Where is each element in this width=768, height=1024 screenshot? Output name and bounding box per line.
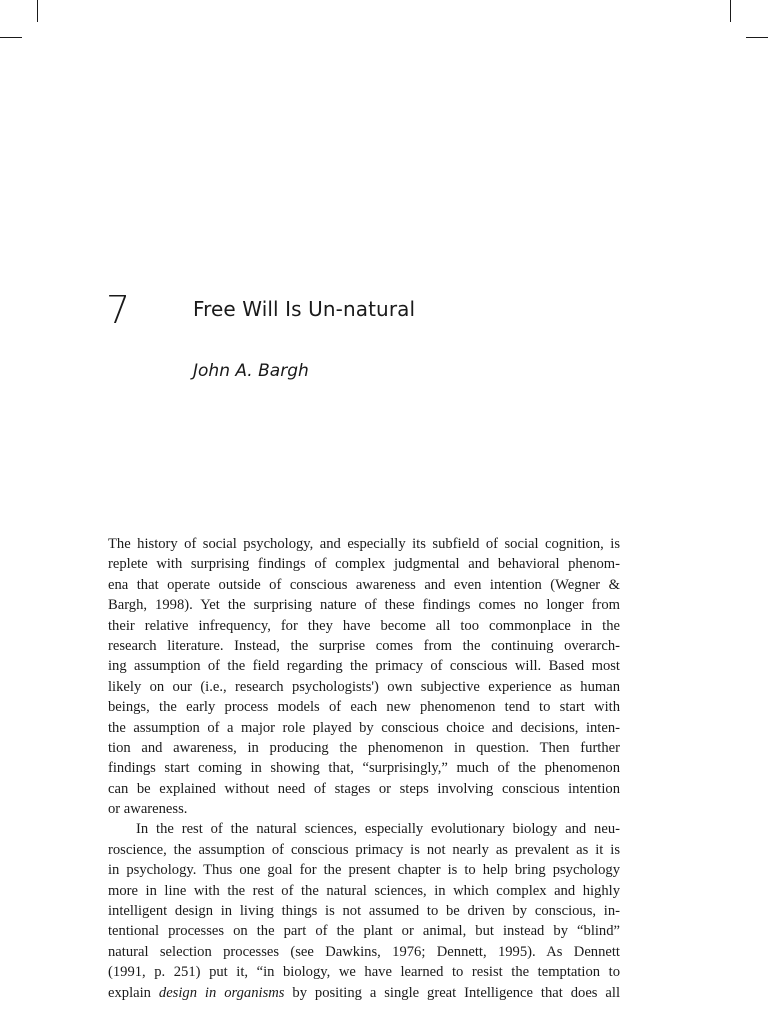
crop-mark-left (0, 37, 22, 38)
text-line: replete with surprising findings of complex judgmental and behavioral phenom- (108, 556, 620, 573)
text-line: In the rest of the natural sciences, especially evolutionary biology and neu- (136, 821, 620, 838)
text-segment: by positing a single great Intelligence that does all (284, 984, 620, 1001)
crop-mark-top-left (37, 0, 38, 22)
paragraph-1 (108, 534, 620, 819)
crop-mark-right (746, 37, 768, 38)
text-line: intelligent design in living things is not assumed to be driven by conscious, in- (108, 903, 620, 920)
chapter-title: Free Will Is Un-natural (193, 297, 416, 321)
text-line: The history of social psychology, and especially its subfield of social cognition, is (108, 536, 620, 552)
text-line: ing assumption of the field regarding the primacy of conscious will. Based most (108, 658, 620, 675)
text-line: ena that operate outside of conscious awareness and even intention (Wegner & (108, 576, 620, 593)
text-line: roscience, the assumption of conscious primacy is not nearly as prevalent as it is (108, 841, 620, 858)
text-line: beings, the early process models of each new phenomenon tend to start with (108, 699, 620, 716)
emphasis-text: design in organisms (158, 984, 285, 1001)
text-line: in psychology. Thus one goal for the present chapter is to help bring psychology (108, 862, 620, 879)
text-line-emphasis (108, 983, 620, 1003)
paragraph-2 (108, 819, 620, 1003)
text-segment: explain (108, 984, 159, 1001)
text-line: can be explained without need of stages or steps involving conscious intention (108, 780, 620, 797)
crop-mark-top-right (730, 0, 731, 22)
text-line: research literature. Instead, the surprise comes from the continuing overarch- (108, 637, 620, 654)
chapter-body (108, 534, 620, 1003)
chapter-number: 7 (106, 288, 131, 332)
text-line: tentional processes on the part of the plant or animal, but instead by “blind” (108, 923, 620, 940)
text-line: more in line with the rest of the natural sciences, in which complex and highly (108, 882, 620, 899)
text-line: tion and awareness, in producing the phenomenon in question. Then further (108, 739, 620, 756)
text-line: findings start coming in showing that, “surprisingly,” much of the phenomenon (108, 760, 620, 777)
chapter-author: John A. Bargh (193, 361, 309, 381)
text-line: the assumption of a major role played by conscious choice and decisions, inten- (108, 719, 620, 736)
text-line: likely on our (i.e., research psychologists') own subjective experience as human (108, 678, 620, 695)
text-line: (1991, p. 251) put it, “in biology, we have learned to resist the temptation to (108, 964, 620, 981)
text-line: or awareness. (108, 801, 188, 818)
text-line: natural selection processes (see Dawkins, 1976; Dennett, 1995). As Dennett (108, 943, 620, 960)
text-line: Bargh, 1998). Yet the surprising nature of these findings comes no longer from (108, 597, 620, 614)
text-line: their relative infrequency, for they have become all too commonplace in the (108, 617, 620, 634)
